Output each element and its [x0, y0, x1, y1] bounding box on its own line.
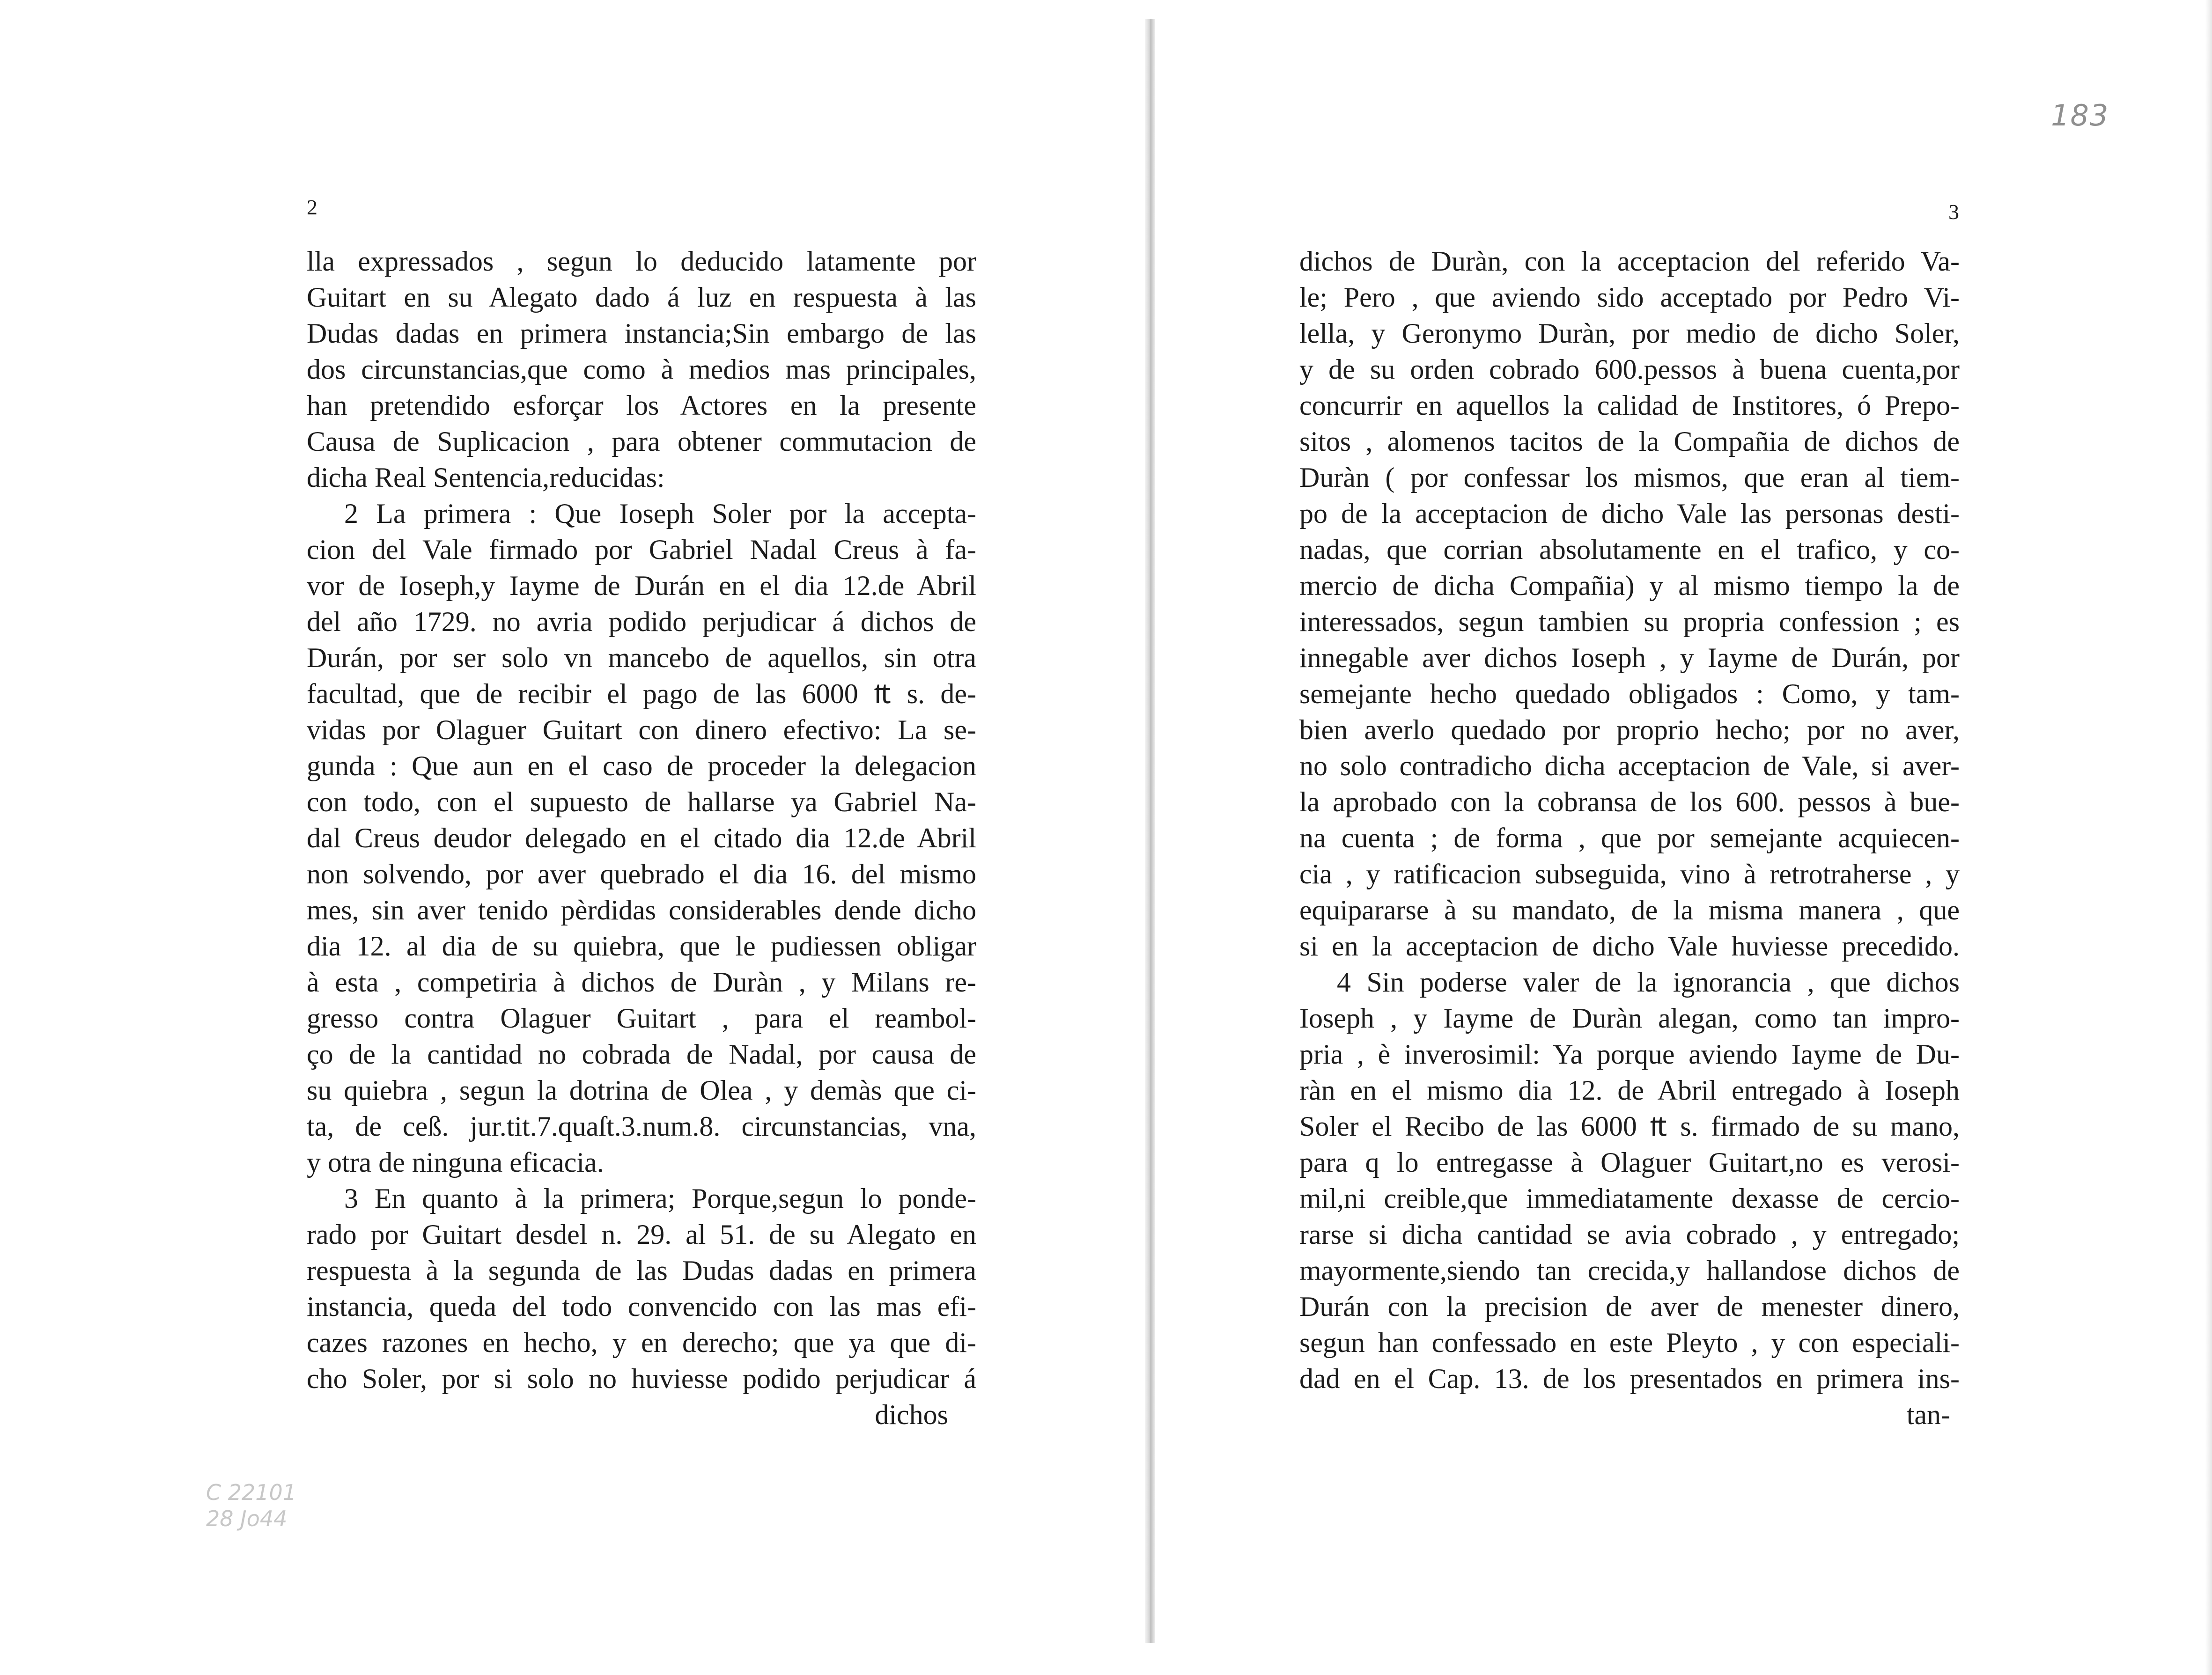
text-line: para q lo entregasse à Olaguer Guitart,no es verosi- — [1299, 1147, 1960, 1178]
text-line: segun han confessado en este Pleyto , y con especiali- — [1299, 1327, 1960, 1358]
text-line: Soler el Recibo de las 6000 ₶ s. firmado de su mano, — [1299, 1111, 1960, 1142]
text-line: vor de Ioseph,y Iayme de Durán en el dia 12.de Abril — [307, 570, 976, 601]
text-line: bien averlo quedado por proprio hecho; por no aver, — [1299, 714, 1960, 745]
text-line: na cuenta ; de forma , que por semejante acquiecen- — [1299, 823, 1960, 853]
catchword: dichos — [875, 1399, 948, 1430]
text-line: dad en el Cap. 13. de los presentados en primera ins- — [1299, 1363, 1960, 1394]
text-line: si en la acceptacion de dicho Vale huviesse precedido. — [1299, 931, 1960, 962]
text-line: no solo contradicho dicha acceptacion de Vale, si aver- — [1299, 750, 1960, 781]
text-line: equipararse à su mandato, de la misma manera , que — [1299, 895, 1960, 926]
left-page-number: 2 — [307, 195, 318, 219]
text-line: cho Soler, por si solo no huviesse podido perjudicar á — [307, 1363, 976, 1394]
text-line: nadas, que corrian absolutamente en el trafico, y co- — [1299, 534, 1960, 565]
text-line: sitos , alomenos tacitos de la Compañia de dichos de — [1299, 426, 1960, 457]
text-line: 4 Sin poderse valer de la ignorancia , que dichos — [1337, 967, 1960, 998]
left-page-text — [307, 243, 976, 1433]
text-line: del año 1729. no avria podido perjudicar á dichos de — [307, 606, 976, 637]
text-line: Durán con la precision de aver de menester dinero, — [1299, 1291, 1960, 1322]
shelfmark-line: 28 Jo44 — [206, 1506, 288, 1531]
text-line: mes, sin aver tenido pèrdidas considerables dende dicho — [307, 895, 976, 926]
text-line: cazes razones en hecho, y en derecho; que ya que di- — [307, 1327, 976, 1358]
text-line: mil,ni creible,que immediatamente dexasse de cercio- — [1299, 1183, 1960, 1214]
shelfmark-line: C 22101 — [206, 1480, 297, 1505]
text-line: le; Pero , que aviendo sido acceptado por Pedro Vi- — [1299, 282, 1960, 313]
text-line: cion del Vale firmado por Gabriel Nadal Creus à fa- — [307, 534, 976, 565]
text-line: dia 12. al dia de su quiebra, que le pudiessen obligar — [307, 931, 976, 962]
text-line: rado por Guitart desdel n. 29. al 51. de su Alegato en — [307, 1219, 976, 1250]
right-page-text — [1299, 243, 1960, 1433]
text-line: la aprobado con la cobransa de los 600. pessos à bue- — [1299, 786, 1960, 817]
text-line: rarse si dicha cantidad se avia cobrado , y entregado; — [1299, 1219, 1960, 1250]
text-line: mayormente,siendo tan crecida,y hallandose dichos de — [1299, 1255, 1960, 1286]
text-line: y de su orden cobrado 600.pessos à buena cuenta,por — [1299, 354, 1960, 385]
text-line: y otra de ninguna eficacia. — [307, 1147, 604, 1178]
page-edge — [2205, 0, 2212, 1675]
text-line: 2 La primera : Que Ioseph Soler por la accepta- — [344, 498, 976, 529]
text-line: cia , y ratificacion subseguida, vino à retrotraherse , y — [1299, 859, 1960, 889]
text-line: non solvendo, por aver quebrado el dia 16. del mismo — [307, 859, 976, 889]
text-line: Durán, por ser solo vn mancebo de aquellos, sin otra — [307, 642, 976, 673]
shelfmark-stamp — [206, 1479, 296, 1532]
text-line: dichos de Duràn, con la acceptacion del referido Va- — [1299, 246, 1960, 277]
text-line: respuesta à la segunda de las Dudas dadas en primera — [307, 1255, 976, 1286]
text-line: dal Creus deudor delegado en el citado dia 12.de Abril — [307, 823, 976, 853]
text-line: lla expressados , segun lo deducido latamente por — [307, 246, 976, 277]
book-gutter — [1145, 19, 1155, 1643]
text-line: ràn en el mismo dia 12. de Abril entregado à Ioseph — [1299, 1075, 1960, 1106]
text-line: Dudas dadas en primera instancia;Sin embargo de las — [307, 318, 976, 349]
text-line: lella, y Geronymo Duràn, por medio de dicho Soler, — [1299, 318, 1960, 349]
catchword: tan- — [1906, 1399, 1950, 1430]
text-line: pria , è inverosimil: Ya porque aviendo Iayme de Du- — [1299, 1039, 1960, 1070]
text-line: innegable aver dichos Ioseph , y Iayme de Durán, por — [1299, 642, 1960, 673]
text-line: vidas por Olaguer Guitart con dinero efectivo: La se- — [307, 714, 976, 745]
text-line: semejante hecho quedado obligados : Como, y tam- — [1299, 678, 1960, 709]
text-line: su quiebra , segun la dotrina de Olea , y demàs que ci- — [307, 1075, 976, 1106]
text-line: ço de la cantidad no cobrada de Nadal, por causa de — [307, 1039, 976, 1070]
text-line: Ioseph , y Iayme de Duràn alegan, como tan impro- — [1299, 1003, 1960, 1034]
text-line: à esta , competiria à dichos de Duràn , y Milans re- — [307, 967, 976, 998]
text-line: Duràn ( por confessar los mismos, que eran al tiem- — [1299, 462, 1960, 493]
text-line: Causa de Suplicacion , para obtener commutacion de — [307, 426, 976, 457]
text-line: interessados, segun tambien su propria confession ; es — [1299, 606, 1960, 637]
text-line: ta, de ceß. jur.tit.7.quaſt.3.num.8. circunstancias, vna, — [307, 1111, 976, 1142]
text-line: 3 En quanto à la primera; Porque,segun lo ponde- — [344, 1183, 976, 1214]
text-line: han pretendido esforçar los Actores en la presente — [307, 390, 976, 421]
text-line: mercio de dicha Compañia) y al mismo tiempo la de — [1299, 570, 1960, 601]
text-line: gunda : Que aun en el caso de proceder la delegacion — [307, 750, 976, 781]
text-line: instancia, queda del todo convencido con las mas efi- — [307, 1291, 976, 1322]
pencil-foliation: 183 — [2051, 98, 2109, 132]
text-line: po de la acceptacion de dicho Vale las personas desti- — [1299, 498, 1960, 529]
text-line: concurrir en aquellos la calidad de Institores, ó Prepo- — [1299, 390, 1960, 421]
right-page-number: 3 — [1948, 200, 1960, 224]
text-line: gresso contra Olaguer Guitart , para el reambol- — [307, 1003, 976, 1034]
text-line: Guitart en su Alegato dado á luz en respuesta à las — [307, 282, 976, 313]
text-line: con todo, con el supuesto de hallarse ya Gabriel Na- — [307, 786, 976, 817]
text-line: dos circunstancias,que como à medios mas principales, — [307, 354, 976, 385]
text-line: facultad, que de recibir el pago de las 6000 ₶ s. de- — [307, 678, 976, 709]
text-line: dicha Real Sentencia,reducidas: — [307, 462, 665, 493]
